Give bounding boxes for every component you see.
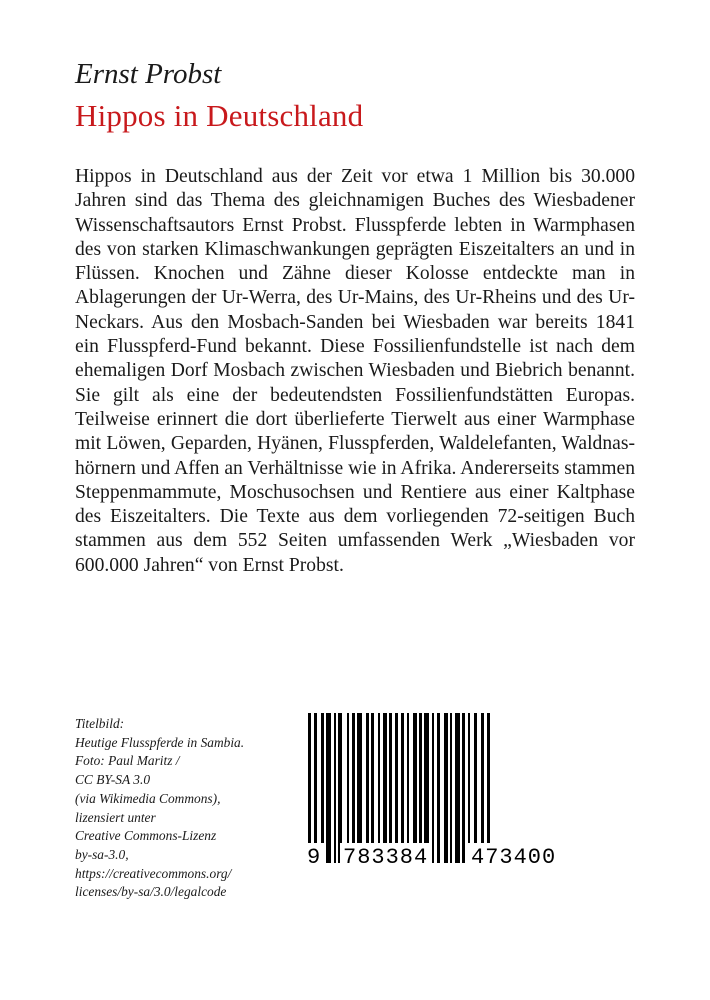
barcode-bar	[321, 713, 324, 863]
cover-image-credits	[75, 715, 244, 902]
barcode-bar	[366, 713, 369, 863]
barcode-bar	[474, 713, 477, 863]
barcode-bar	[450, 713, 452, 863]
credits-line: (via Wikimedia Commons),	[75, 790, 221, 806]
book-blurb: Hippos in Deutschland aus der Zeit vor etwa 1 Million bis 30.000 Jahren sind das Thema des gleichnamigen Buches des Wiesbadener Wissenschaftsautors Ernst Probst. Flusspferde lebten in Warmphasen des von starken Klimaschwankungen geprägten Eiszeitalters an und in Flüssen. Knochen und Zähne dieser Kolosse entdeckte man in Ablagerungen der Ur-Werra, des Ur-Mains, des Ur-Rheins und des Ur-Neckars. Aus den Mosbach-Sanden bei Wiesbaden war bereits 1841 ein Flusspferd-Fund bekannt. Diese Fossilienfundstelle ist nach dem ehemaligen Dorf Mosbach zwischen Wiesbaden und Biebrich benannt. Sie gilt als eine der bedeutendsten Fossilienfundstätten Europas. Teilweise erinnert die dort überlieferte Tierwelt aus einer Warmphase mit Löwen, Geparden, Hyänen, Flusspferden, Waldelefanten, Waldnashörnern und Affen an Verhältnisse wie in Afrika. Andererseits stammen Steppenmammute, Moschusochsen und Rentiere aus einer Kaltphase des Eiszeitalters. Die Texte aus dem vorliegenden 72-seitigen Buch stammen aus dem 552 Seiten umfassenden Werk „Wiesbaden vor 600.000 Jahren“ von Ernst Probst.	[75, 166, 635, 576]
barcode-bar	[401, 713, 404, 863]
barcode-bar	[444, 713, 448, 863]
barcode-left-group: 783384	[340, 843, 431, 873]
barcode-bar	[334, 713, 336, 863]
barcode-bar	[383, 713, 387, 863]
barcode-bar	[462, 713, 465, 863]
isbn-barcode	[300, 713, 590, 873]
barcode-bar	[432, 713, 434, 863]
credits-line: Creative Commons-Lizenz	[75, 828, 217, 844]
book-title: Hippos in Deutschland	[75, 98, 364, 133]
credits-line: Foto: Paul Maritz /	[75, 753, 180, 769]
barcode-bar	[424, 713, 429, 863]
barcode-bar	[338, 713, 342, 863]
barcode-bar	[357, 713, 362, 863]
barcode-bar	[378, 713, 380, 863]
credits-line: Heutige Flusspferde in Sambia.	[75, 734, 245, 750]
barcode-bar	[371, 713, 374, 863]
barcode-bar	[395, 713, 398, 863]
barcode-right-group: 473400	[468, 843, 559, 873]
barcode-bar	[455, 713, 460, 863]
barcode-bar	[389, 713, 392, 863]
credits-line: lizensiert unter	[75, 809, 156, 825]
credits-line: Titelbild:	[75, 716, 125, 731]
barcode-bar	[347, 713, 349, 863]
barcode-bar	[407, 713, 409, 863]
credits-line: CC BY-SA 3.0	[75, 772, 151, 788]
credits-line: licenses/by-sa/3.0/legalcode	[75, 884, 227, 900]
author-name: Ernst Probst	[75, 58, 222, 90]
barcode-first-digit: 9	[304, 843, 324, 873]
barcode-bar	[352, 713, 355, 863]
barcode-bar	[468, 713, 470, 863]
credits-line: https://creativecommons.org/	[75, 865, 232, 881]
barcode-bar	[419, 713, 422, 863]
barcode-bar	[437, 713, 440, 863]
barcode-bar	[326, 713, 331, 863]
barcode-digits	[300, 843, 590, 873]
credits-line: by-sa-3.0,	[75, 846, 129, 862]
barcode-bar	[413, 713, 417, 863]
